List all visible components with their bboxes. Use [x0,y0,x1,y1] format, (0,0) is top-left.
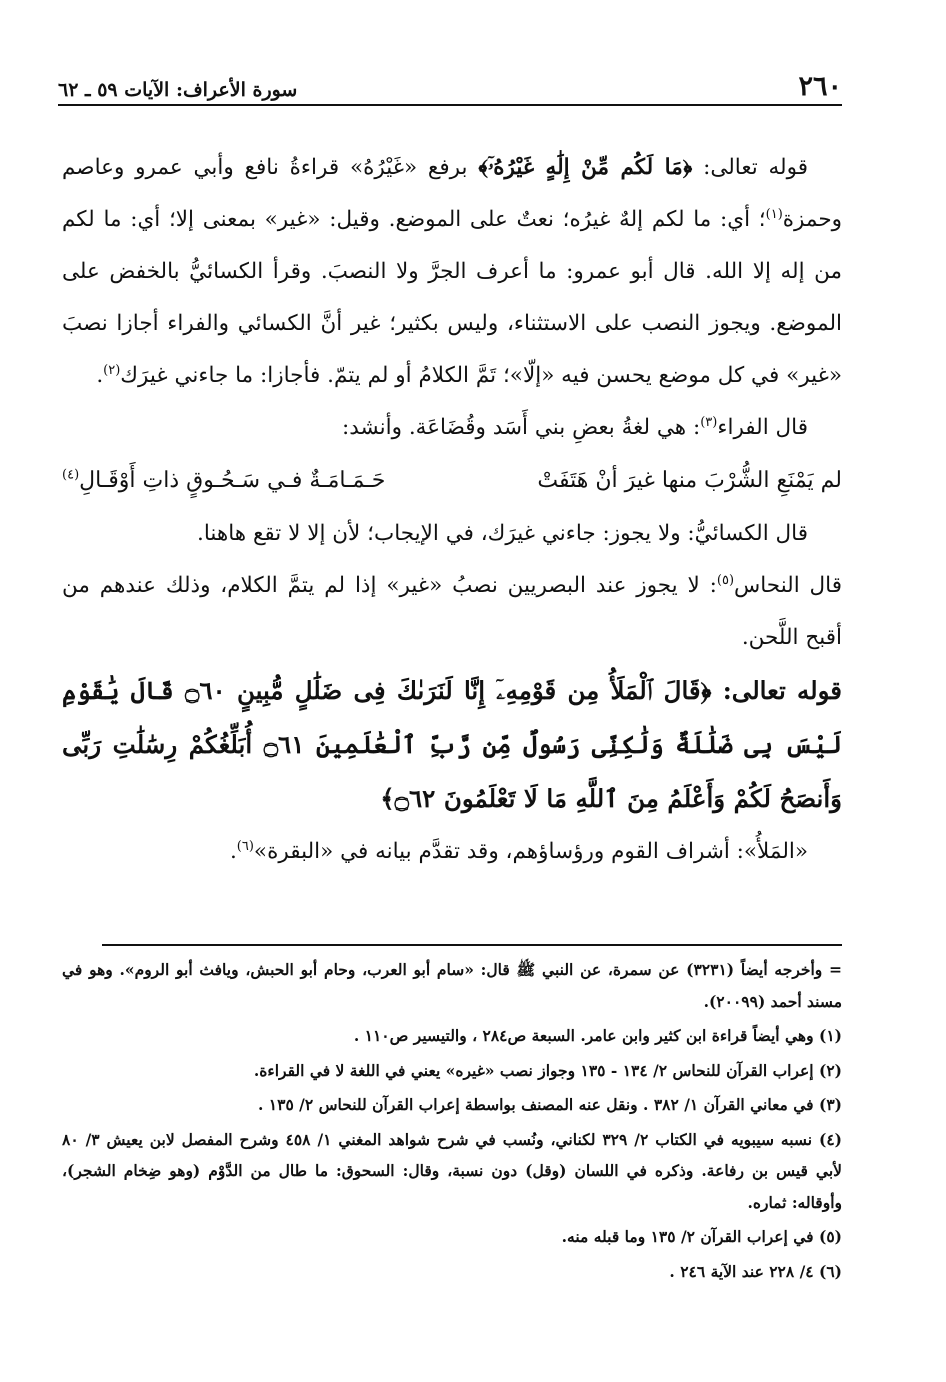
paragraph-1-text-2: ؛ أي: ما لكم إلهٌ غيرُه؛ نعتٌ على الموضع. وقيل: «غير» بمعنى إلا؛ أي: ما لكم من إله إلا الله. قال أبو عمرو: ما أعرف الجرَّ ولا النصبَ. وقرأ الكسائيُّ بالخفض على الموضع. ويجوز النصب على الاستثناء، وليس بكثير؛ غير أنَّ الكسائي والفراء أجازا نصبَ «غير» في كل موضع يحسن فيه «إلّا»؛ تَمَّ الكلامُ أو لم يتمّ. فأجازا: ما جاءني غيرَك [62,207,842,388]
footnote-rule [102,944,842,946]
paragraph-5-end: . [229,839,237,864]
main-text [62,142,842,878]
paragraph-4 [62,560,842,664]
quran-lead: قوله تعالى: [711,676,842,705]
footnote-3: (٣) في معاني القرآن ١/ ٣٨٢ . ونقل عنه المصنف بواسطة إعراب القرآن للنحاس ٢/ ١٣٥ . [258,1095,842,1114]
footnotes [62,954,842,1290]
header-rule [58,104,842,106]
paragraph-3: قال الكسائيُّ: ولا يجوز: جاءني غيرَك، في الإيجاب؛ لأن إلا لا تقع هاهنا. [197,521,808,546]
inline-verse: ﴿مَا لَكُم مِّنْ إِلَٰهٍ غَيْرُهُۥٓ﴾ [478,155,693,180]
footnote-ref-4: (٤) [62,467,80,483]
paragraph-1-lead: قوله تعالى: [692,155,808,180]
paragraph-4-text: قال النحاس [734,573,842,598]
quran-verses [62,664,842,826]
footnote-ref-1: (١) [765,206,783,222]
quran-text: ﴿قَالَ ٱلْمَلَأُ مِن قَوْمِهِۦٓ إِنَّا لَنَرَىٰكَ فِى ضَلَٰلٍ مُّبِينٍ ۝٦٠ قَالَ يَٰقَوْمِ لَيْسَ بِى ضَلَٰلَةٌ وَلَٰكِنِّى رَسُولٌ مِّن رَّبِّ ٱلْعَٰلَمِينَ ۝٦١ أُبَلِّغُكُمْ رِسَٰلَٰتِ رَبِّى وَأَنصَحُ لَكُمْ وَأَعْلَمُ مِنَ ٱللَّهِ مَا لَا تَعْلَمُونَ ۝٦٢﴾ [62,676,842,813]
footnote-5: (٥) في إعراب القرآن ٢/ ١٣٥ وما قبله منه. [561,1227,842,1246]
footnote-2: (٢) إعراب القرآن للنحاس ٢/ ١٣٤ - ١٣٥ وجواز نصب «غيره» يعني في اللغة لا في القراءة. [253,1060,842,1080]
paragraph-2-text-2: : هي لغةُ بعضِ بني أَسَد وقُضَاعَة. وأنشد: [341,415,701,440]
poem-second-hemistich [62,454,385,508]
footnote-ref-2: (٢) [103,362,121,378]
poem-verse [62,454,842,508]
paragraph-5 [62,826,842,878]
footnote-6: (٦) ٤/ ٢٢٨ عند الآية ٢٤٦ . [669,1261,842,1281]
running-title: سورة الأعراف: الآيات ٥٩ ـ ٦٢ [58,79,298,101]
paragraph-1-end: . [96,363,104,388]
paragraph-2 [62,402,842,454]
paragraph-5-text: «المَلأُ»: أشراف القوم ورؤساؤهم، وقد تقدَّم بيانه في «البقرة» [253,839,808,864]
page-header [58,66,842,100]
paragraph-1 [62,142,842,402]
paragraph-4-text-2: : لا يجوز عند البصريين نصبُ «غير» إذا لم يتمَّ الكلام، وذلك عندهم من أقبح اللَّحن. [62,573,842,650]
page-number: ٢٦٠ [798,71,842,102]
paragraph-2-text: قال الفراء [717,415,808,440]
footnote-ref-3: (٣) [700,414,718,430]
footnote-4: (٤) نسبه سيبويه في الكتاب ٢/ ٣٢٩ لكناني، ونُسب في شرح شواهد المغني ١/ ٤٥٨ وشرح المفصل لابن يعيش ٣/ ٨٠ لأبي قيس بن رفاعة. وذكره في اللسان (وقل) دون نسبة، وقال: السحوق: ما طال من الدَّوْم (وهو ضِخام الشجر)، وأوقاله: ثماره. [62,1129,843,1212]
footnote-continued: = وأخرجه أيضاً (٣٢٣١) عن سمرة، عن النبي ﷺ قال: «سام أبو العرب، وحام أبو الحبش، ويافث أبو الروم». وهو في مسند أحمد (٢٠٠٩٩). [62,960,842,1011]
footnote-ref-6: (٦) [236,838,254,854]
poem-first-hemistich: لم يَمْنَعِ الشُّرْبَ منها غيرَ أنْ هَتَفَتْ [537,468,842,493]
poem-second-text: حَـمَـامَـةٌ فـي سَـحُـوقٍ ذاتِ أَوْقَـالِ [79,468,386,493]
footnote-1: (١) وهي أيضاً قراءة ابن كثير وابن عامر. السبعة ص٢٨٤ ، والتيسير ص١١٠ . [353,1026,842,1045]
paragraph-1-text: برفع «غَيْرُهُ» قراءةُ نافع وأبي عمرو وعاصم وحمزة [62,155,842,232]
footnote-ref-5: (٥) [716,572,735,588]
